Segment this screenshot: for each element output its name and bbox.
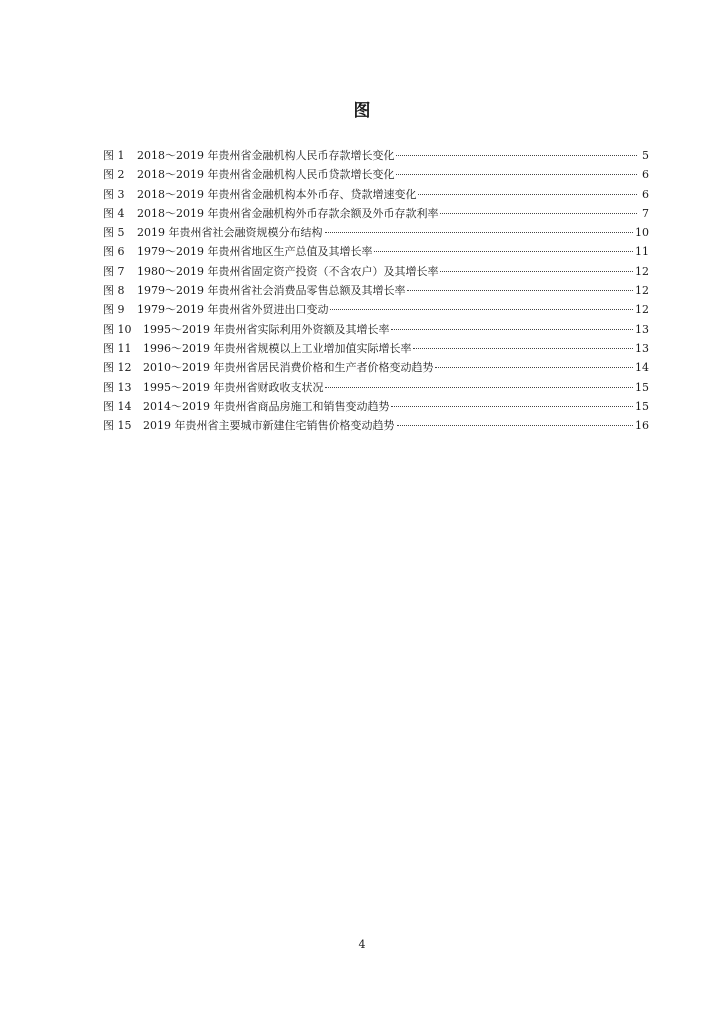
toc-entry[interactable] [103,185,649,204]
toc-entry[interactable] [103,358,649,377]
toc-entry-label: 图 13 [103,380,132,394]
toc-leader-dots [325,386,633,388]
toc-leader-dots [396,173,637,175]
toc-entry-page: 14 [635,361,649,375]
toc-leader-dots [397,424,634,426]
toc-entry-title: 2014～2019 年贵州省商品房施工和销售变动趋势 [143,399,390,413]
toc-entry-label: 图 3 [103,187,125,201]
page-number: 4 [358,938,366,951]
toc-entry-page: 12 [635,284,649,298]
toc-entry[interactable] [103,204,649,223]
toc-entry-page: 11 [635,245,649,259]
toc-entry[interactable] [103,242,649,261]
toc-leader-dots [418,193,637,195]
toc-leader-dots [440,212,637,214]
toc-entry-label: 图 10 [103,322,132,336]
toc-entry-label: 图 1 [103,149,125,162]
toc-leader-dots [413,347,633,349]
page-title: 图 [353,101,371,121]
toc-entry[interactable] [103,223,649,242]
toc-entry-page: 10 [635,226,649,240]
toc-entry-label: 图 6 [103,245,125,259]
toc-entry-label: 图 5 [103,226,125,240]
toc-entry-title: 1996～2019 年贵州省规模以上工业增加值实际增长率 [143,341,412,355]
toc-entry-title: 2018～2019 年贵州省金融机构人民币贷款增长变化 [137,168,395,182]
toc-entry-page: 7 [642,206,649,220]
toc-entry-title: 1995～2019 年贵州省实际利用外资额及其增长率 [143,322,390,336]
toc-entry-title: 1980～2019 年贵州省固定资产投资（不含农户）及其增长率 [137,264,439,278]
toc-entry-label: 图 7 [103,264,125,278]
toc-entry-label: 图 11 [103,341,132,355]
toc-entry-label: 图 12 [103,361,132,375]
toc-entry-title: 2010～2019 年贵州省居民消费价格和生产者价格变动趋势 [143,361,434,375]
toc-entry-page: 13 [635,341,649,355]
toc-leader-dots [396,154,637,156]
toc-entry-title: 2019 年贵州省主要城市新建住宅销售价格变动趋势 [143,419,395,433]
toc-entry-page: 15 [635,380,649,394]
toc-entry-title: 1995～2019 年贵州省财政收支状况 [143,380,324,394]
toc-entry-title: 1979～2019 年贵州省社会消费品零售总额及其增长率 [137,284,406,298]
toc-entry-page: 6 [642,168,649,182]
toc-entry-page: 6 [642,187,649,201]
toc-entry[interactable] [103,146,649,165]
toc-entry[interactable] [103,165,649,184]
toc-entry[interactable] [103,281,649,300]
toc-entry-title: 2019 年贵州省社会融资规模分布结构 [137,226,323,240]
toc-entry-page: 15 [635,399,649,413]
toc-leader-dots [391,328,633,330]
toc-entry[interactable] [103,300,649,319]
toc-entry-label: 图 4 [103,206,125,220]
toc-entry-label: 图 14 [103,399,132,413]
toc-entry-page: 12 [635,264,649,278]
toc-entry-title: 1979～2019 年贵州省地区生产总值及其增长率 [137,245,373,259]
toc-entry-label: 图 9 [103,303,125,317]
toc-entry[interactable] [103,397,649,416]
toc-entry-title: 2018～2019 年贵州省金融机构人民币存款增长变化 [137,149,395,162]
toc-entry-title: 2018～2019 年贵州省金融机构本外币存、贷款增速变化 [137,187,417,201]
toc-entry[interactable] [103,416,649,435]
toc-entry-label: 图 2 [103,168,125,182]
toc-entry-page: 5 [642,149,649,162]
figure-list [103,146,649,435]
toc-leader-dots [391,405,633,407]
toc-entry[interactable] [103,378,649,397]
toc-entry-page: 12 [635,303,649,317]
toc-entry[interactable] [103,320,649,339]
toc-entry[interactable] [103,339,649,358]
toc-leader-dots [440,270,633,272]
toc-leader-dots [435,366,633,368]
toc-entry-title: 1979～2019 年贵州省外贸进出口变动 [137,303,329,317]
toc-entry-label: 图 8 [103,284,125,298]
toc-leader-dots [325,231,634,233]
toc-leader-dots [330,308,633,310]
toc-entry-page: 16 [635,419,649,433]
toc-entry-page: 13 [635,322,649,336]
toc-leader-dots [407,289,633,291]
toc-leader-dots [374,250,633,252]
toc-entry-title: 2018～2019 年贵州省金融机构外币存款余额及外币存款利率 [137,206,439,220]
toc-entry-label: 图 15 [103,419,132,433]
toc-entry[interactable] [103,262,649,281]
